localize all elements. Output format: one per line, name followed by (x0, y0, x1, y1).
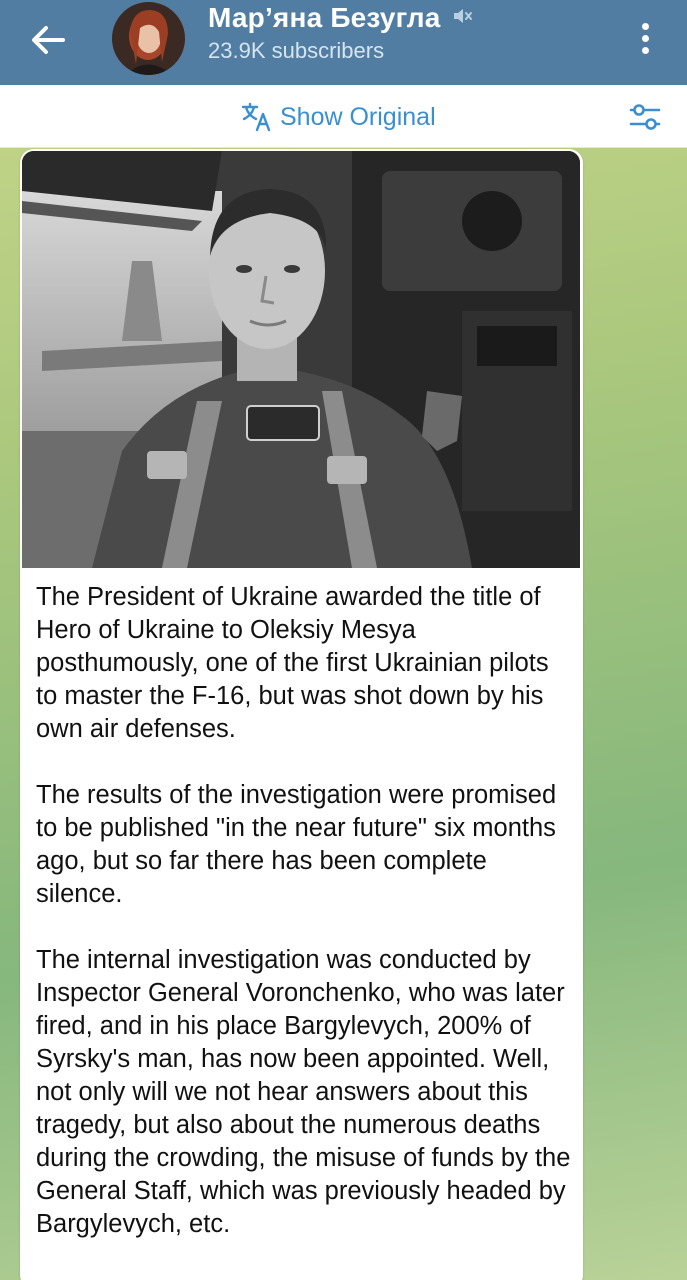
subscriber-count: 23.9K subscribers (208, 38, 385, 63)
channel-avatar[interactable] (112, 2, 185, 75)
message-text: The President of Ukraine awarded the title of Hero of Ukraine to Oleksiy Mesya posthumously, one of the first Ukrainian pilots to master the F-16, but was shot down by his own air defenses. The results of the investigation were promised to be published "in the near future" six months ago, but so far there has been complete silence. The internal investigation was conducted by Inspector General Voronchenko, who was later fired, and in his place Bargylevych, 200% of Syrsky's man, has now been appointed. Well, not only will we not hear answers about this tragedy, but also about the numerous deaths during the crowding, the misuse of funds by the General Staff, which was previously headed by Bargylevych, etc. (36, 583, 571, 1238)
muted-speaker-icon (451, 5, 473, 32)
back-button[interactable] (24, 16, 72, 64)
arrow-left-icon (31, 25, 65, 55)
show-original-button[interactable] (240, 99, 436, 135)
pilot-photo (22, 151, 580, 568)
message-bubble[interactable] (20, 149, 583, 1280)
chat-header (0, 0, 687, 85)
more-vertical-icon-dot (642, 47, 649, 54)
show-original-label: Show Original (280, 102, 436, 131)
translation-bar (0, 85, 687, 148)
channel-title-block[interactable] (208, 2, 473, 64)
message-photo[interactable] (22, 151, 580, 568)
translate-icon (240, 101, 272, 133)
channel-name: Мар’яна Безугла (208, 2, 441, 33)
more-menu-button[interactable] (623, 14, 667, 62)
tune-icon (627, 99, 663, 135)
avatar-image (112, 2, 185, 75)
more-vertical-icon (642, 23, 649, 30)
more-vertical-icon-dot (642, 35, 649, 42)
translation-settings-button[interactable] (627, 99, 663, 135)
